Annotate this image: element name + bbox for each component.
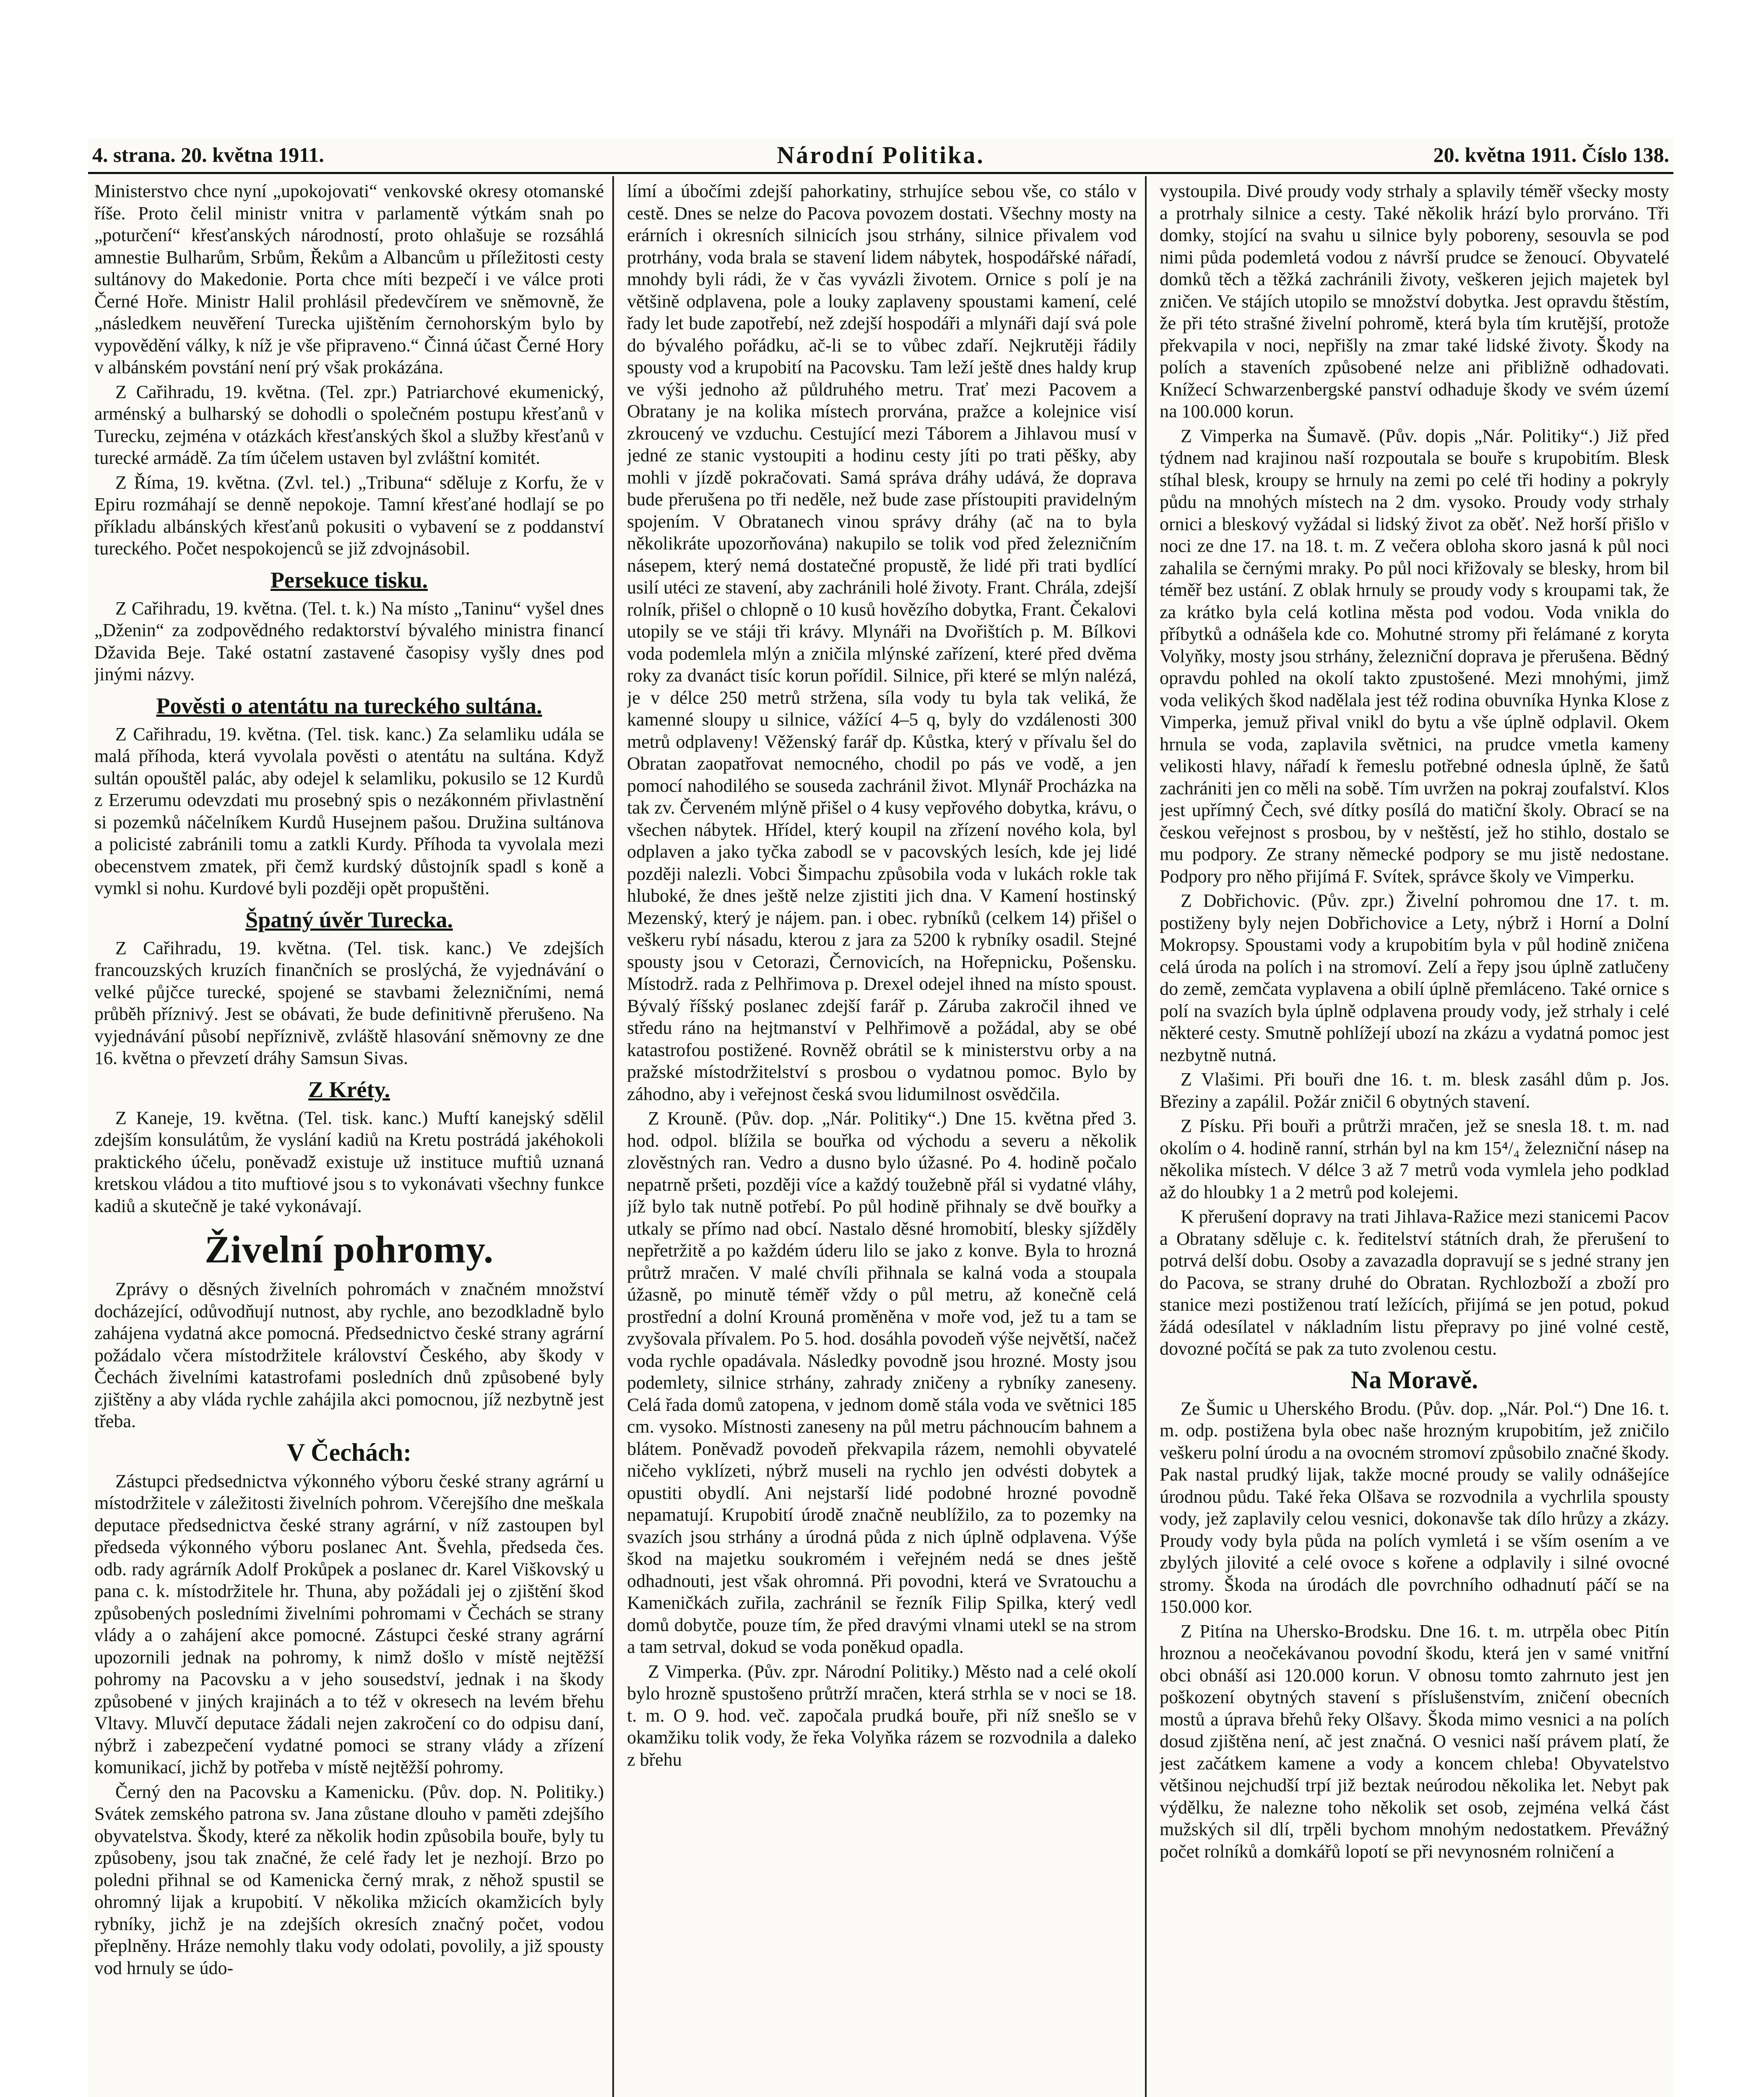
column-2: [627, 180, 1137, 2097]
article-paragraph: Zástupci předsednictva výkonného výboru české strany agrární u místodržitele v záležitosti živelních pohrom. Včerejšího dne meškala deputace předsednictva české strany agrární, v níž zastoupen byl předseda výkonného výboru poslanec Ant. Švehla, předseda čes. odb. rady agrárník Adolf Prokůpek a poslanec dr. Karel Viškovský u pana c. k. místodržitele hr. Thuna, aby požádali jej o zjištění škod způsobených posledními živelními pohromami v Čechách se strany vlády a o zahájení akce pomocné. Zástupci české strany agrární upozornili jednak na pohromy, k nimž došlo v místě nejtěžší pohromy na Pacovsku a v jeho sousedství, jednak i na škody způsobené v jiných krajinách a to též v okresech na levém břehu Vltavy. Mluvčí deputace žádali nejen zakročení co do odpisu daní, nýbrž i zabezpečení vydatné pomoci se strany vlády a zřízení komunikací, jichž by potřeba v místě nejtěžší pohromy.: [94, 1470, 604, 1777]
article-paragraph: límí a úbočími zdejší pahorkatiny, strhujíce sebou vše, co stálo v cestě. Dnes se nelze do Pacova povozem dostati. Všechny mosty na erárních i okresních silnicích jsou strhány, silnice přivalem vod protrhány, voda brala se stavení lidem nábytek, hospodářské nářadí, mnohdy byli rádi, že v čas vyvázli životem. Ornice s polí je na většině odplavena, pole a louky zaplaveny spoustami kamení, celé řady let bude zapotřebí, než zdejší hospodáři a mlynáři dají svá pole do bývalého pořádku, ač-li se to vůbec zdaří. Nejkrutěji řádily spousty vod a krupobití na Pacovsku. Tam leží ještě dnes haldy krup ve výši jednoho až půldruhého metru. Trať mezi Pacovem a Obratany je na kolika místech prorvána, pražce a kolejnice visí zkroucený ve vzduchu. Cestující mezi Táborem a Jihlavou musí v jedné ze stanic vystoupiti a hodinu cesty jíti po trati pěšky, aby mohli v jízdě pokračovati. Samá správa dráhy udává, že doprava bude přerušena po tři neděle, než bude zase přístoupiti pravidelným spojením. V Obratanech vinou správy dráhy (ač na to byla několikráte upozorňována) nakupilo se tolik vod před železničním násepem, který nemá dostatečné propustě, že lidé při trati bydlící usilí utéci ze stavení, aby zachránili holé životy. Frant. Chrála, zdejší rolník, přišel o chlopně o 10 kusů hovězího dobytka, Frant. Čekalovi utopily se ve stáji tři krávy. Mlynáři na Dvořištích p. M. Bílkovi voda podemlela mlýn a zničila mlýnské zařízení, které před dvěma roky za dvanáct tisíc korun pořídil. Silnice, při které se mlýn nalézá, je v délce 250 metrů stržena, síla vody tu byla tak veliká, že kamenné sloupy u silnice, vážící 4–5 q, byly do vzdálenosti 300 metrů odplaveny! Věženský farář dp. Kůstka, který v přívalu šel do Obratan zaopatřovat nemocného, chodil po pás ve vodě, a jen pomocí nahodilého se souseda zachránil život. Mlynář Procházka na tak zv. Červeném mlýně přišel o 4 kusy vepřového dobytka, krávu, o všechen nábytek. Hřídel, který koupil na zřízení nového kola, byl odplaven a jako tyčka zabodl se v pacovských lesích, kde jej lidé později nalezli. Vobci Šimpachu způsobila voda v lukách rokle tak hluboké, že dnes ještě nelze zjistiti jich dna. V Kamení hostinský Mezenský, který je nájem. pan. i obec. rybníků (celkem 14) přišel o veškeru rybí násadu, kterou z jara za 5200 k rybníky osadil. Stejné spousty jsou v Cetorazi, Černovicích, na Hořepnicku, Pošensku. Místodrž. rada z Pelhřimova p. Drexel odejel ihned na místo spoust. Bývalý říšský poslanec zdejší farář p. Záruba zakročil ihned ve středu ráno na hejtmanství v Pelhřimově a požádal, aby se obé katastrofou postižené. Rovněž obrátil se k ministerstvu orby a na pražské místodržitelství s prosbou o vydatnou pomoc. Bylo by záhodno, aby i veřejnost česká svou lidumilnost osvědčila.: [627, 181, 1137, 1104]
article-paragraph: Z Krouně. (Pův. dop. „Nár. Politiky“.) Dne 15. května před 3. hod. odpol. blížila se bouřka od východu a severu a několik zlověstných ran. Vedro a dusno bylo úžasné. Po 4. hodině počalo nepatrně pršeti, později více a každý toužebně přál si vydatné vláhy, jíž bylo tak nutně potřebí. Po půl hodině přihnaly se dvě bouřky a utkaly se přímo nad obcí. Nastalo děsné hromobití, blesky sjížděly nepřetržitě a po každém úderu lilo se jako z konve. Byla to hrozná průtrž mračen. V malé chvíli přihnala se kalná voda a stoupala úžasně, po minutě téměř vždy o půl metru, až konečně celá prostřední a dolní Krouná proměněna v moře vod, jež tu a tam se zvyšovala přívalem. Po 5. hod. dosáhla povodeň výše největší, načež voda rychle opadávala. Následky povodně jsou hrozné. Mosty jsou podemlety, silnice strhány, zahrady zničeny a rybníky zaneseny. Celá řada domů zatopena, v jednom domě stála voda ve světnici 185 cm. vysoko. Místnosti zaneseny na půl metru páchnoucím bahnem a blátem. Poněvadž povodeň překvapila rázem, nemohli obyvatelé ničeho vyklízeti, nýbrž museli na rychlo jen odvésti dobytek a opustiti obydlí. Ani nejstarší lidé podobné hrozné povodně nepamatují. Krupobití úrodě značně neublížilo, za to pozemky na svazích jsou strhány a úrodná půda z nich úplně odplavena. Výše škod na majetku soukromém i veřejném nedá se dnes ještě odhadnouti, jest však ohromná. Při povodni, která ve Svratouchu a Kameničkách zuřila, zachránil se řezník Filip Spilka, který vedl domů dobytče, pouze tím, že před dravými vlnami utekl se na strom a tam setrval, dokud se voda poněkud opadla.: [627, 1108, 1137, 1657]
article-paragraph: Z Pitína na Uhersko-Brodsku. Dne 16. t. m. utrpěla obec Pitín hroznou a neočekávanou povodní škodu, která jen v samé vnitřní obci obnáší asi 120.000 korun. V obnosu tomto zahrnuto jest jen poškození obytných stavení s příslušenstvím, zničení obecních mostů a úprava břehů řeky Olšavy. Škoda mimo vesnici a na polích dosud zjištěna není, ač jest značná. O vesnici naší právem platí, že jest začátkem kamene a vody a koncem chleba! Obyvatelstvo většinou nejchudší trpí již beztak neúrodou několika let. Nebyt pak výdělku, že nalezne toho několik set osob, zejména velká část mužských sil dlí, trpěli bychom mnohým nedostatkem. Převážný počet rolníků a domkářů lopotí se při nevynosném rolničení a: [1160, 1621, 1669, 1862]
article-paragraph: Z Vimperka na Šumavě. (Pův. dopis „Nár. Politiky“.) Již před týdnem nad krajinou naší rozpoutala se bouře s krupobitím. Blesk stíhal blesk, kroupy se hrnuly na zemi po celé tři hodiny a pokryly půdu na mnohých místech na 2 dm. vysoko. Proudy vody strhaly ornici a bleskový vyžádal si lidský život za oběť. Než horší přišlo v noci ze dne 17. na 18. t. m. Z večera obloha skoro jasná k půl noci zahalila se černými mraky. Po půl noci křižovaly se blesky, hrom bil téměř bez ustání. Z oblak hrnuly se proudy vody s kroupami tak, že za krátko byla celá kotlina města pod vodou. Voda vnikla do příbytků a odnášela kde co. Mohutné stromy při řelámané z koryta Volyňky, mosty jsou strhány, železniční doprava je přerušena. Bědný opravdu pohled na okolí takto zpustošené. Mezi mnohými, jimž voda velikých škod nadělala jest též rodina obuvníka Hynka Klose z Vimperka, jemuž přival vnikl do bytu a vše úplně odplavil. Okem hrnula se voda, zaplavila světnici, na prudce vmetla kameny velikosti hlavy, nářadí k řemeslu potřebné odnesla úplně, že šatů zachrániti jen co měli na sobě. Tím uvržen na pokraj zoufalství. Klos jest upřímný Čech, své dítky posílá do matiční školy. Obrací se na českou veřejnost s prosbou, by v neštěstí, jež ho stihlo, dostalo se mu podpory. Ze strany německé podpory se mu jistě nedostane. Podpory pro něho přijímá F. Svítek, správce školy ve Vimperku.: [1160, 425, 1669, 887]
section-heading: Pověsti o atentátu na tureckého sultána.: [156, 693, 542, 718]
article-paragraph: Černý den na Pacovsku a Kamenicku. (Pův. dop. N. Politiky.) Svátek zemského patrona sv. Jana zůstane dlouho v paměti zdejšího obyvatelstva. Škody, které za několik hodin způsobila bouře, byly tu způsobeny, jsou tak značné, že celé řady let je nezhojí. Brzo po poledni přihnal se od Kamenicka černý mrak, z něhož spustil se ohromný lijak a krupobití. V několika mžicích okamžicích byly rybníky, jichž je na zdejších okresích značný počet, vodou přeplněny. Hráze nemohly tlaku vody odolati, povolily, a již spousty vod hrnuly se údo-: [94, 1781, 604, 1978]
article-paragraph: K přerušení dopravy na trati Jihlava-Ražice mezi stanicemi Pacov a Obratany sděluje c. k. ředitelství státních drah, že přerušení to potrvá delší dobu. Osoby a zavazadla dopravují se s jedné strany jen do Pacova, se strany druhé do Obratan. Rychlozboží a zboží pro stanice mezi postiženou tratí ležících, přijímá se jen potud, pokud žádá odesílatel v nákladním listu přepravy po jiné volné cestě, dovozné počítá se pak za tuto zvolenou cestu.: [1160, 1206, 1669, 1359]
article-paragraph: Z Cařihradu, 19. května. (Tel. tisk. kanc.) Za selamliku udála se malá příhoda, která vyvolala pověsti o atentátu na sultána. Když sultán opouštěl palác, aby odejel k selamliku, pokusilo se 12 Kurdů z Erzerumu odevzdati mu prosebný spis o nezákonném přivlastnění si pozemků náčelníkem Kurdů Husejnem pašou. Družina sultánova a policisté zabránili tomu a zatkli Kurdy. Příhoda ta vyvolala mezi obecenstvem zmatek, při čemž kurdský důstojník spadl s koně a vymkl si nohu. Kurdové byli později opět propuštěni.: [94, 723, 604, 898]
article-paragraph: Z Kaneje, 19. května. (Tel. tisk. kanc.) Muftí kanejský sdělil zdejším konsulátům, že vyslání kadiů na Kretu postrádá jakéhokoli praktického účelu, poněvadž existuje už instituce muftiů uznaná kretskou vládou a tito muftiové jsou s to vykonávati všechny funkce kadiů a skutečně je také vykonávají.: [94, 1107, 604, 1216]
article-paragraph: Z Vimperka. (Pův. zpr. Národní Politiky.) Město nad a celé okolí bylo hrozně spustošeno průtrží mračen, která strhla se v noci se 18. t. m. O 9. hod. več. započala prudká bouře, při níž snešlo se v okamžiku tolik vody, že řeka Volyňka rázem se rozvodnila a daleko z břehu: [627, 1661, 1137, 1770]
article-paragraph: Ministerstvo chce nyní „upokojovati“ venkovské okresy otomanské říše. Proto čelil ministr vnitra v parlamentě výtkám snah po „poturčení“ křesťanských národností, proto ohlašuje se rozsáhlá amnestie Bulharům, Srbům, Řekům a Albancům u příležitosti cesty sultánovy do Makedonie. Porta chce míti bezpečí i ve válce proti Černé Hoře. Ministr Halil prohlásil předevčírem ve sněmovně, že „následkem neuvěření Turecka ujištěním černohorským bylo by vypovědění války, k níž je vše připraveno.“ Činná účast Černé Hory v albánském povstání není prý však prokázána.: [94, 181, 604, 377]
region-heading: Na Moravě.: [1350, 1366, 1478, 1394]
column-1: [94, 180, 604, 2097]
newspaper-page: [88, 138, 1673, 2097]
article-paragraph: Z Cařihradu, 19. května. (Tel. zpr.) Patriarchové ekumenický, arménský a bulharský se dohodli o společném postupu křesťanů v Turecku, zejména v otázkách křesťanských škol a služby křesťanů v turecké armádě. Za tím účelem ustaven byl zvláštní komitét.: [94, 381, 604, 468]
masthead: [88, 138, 1673, 174]
column-divider: [612, 176, 614, 2097]
page-date-number-right: 20. května 1911. Číslo 138.: [1433, 143, 1669, 167]
region-heading: V Čechách:: [286, 1438, 412, 1466]
article-paragraph: vystoupila. Divé proudy vody strhaly a splavily téměř všecky mosty a protrhaly silnice a cesty. Také několik hrází bylo prorváno. Tři domky, stojící na svahu u silnice byly poboreny, sesouvla se pod nimi půda podemletá vodou z návrší prudce se ženoucí. Obyvatelé domků těch a těžká zachránili životy, veškeren jejich majetek byl zničen. Ve stájích utopilo se množství dobytka. Jest opravdu štěstím, že při této strašné živelní pohromě, která byla tím krutější, protože překvapila v noci, nepřišly na zmar také lidské životy. Škody na polích a staveních způsobené nelze ani přibližně odhadovati. Knížecí Schwarzenbergské panství odhaduje škody ve svém území na 100.000 korun.: [1160, 181, 1669, 421]
section-heading: Z Kréty.: [308, 1077, 390, 1102]
article-paragraph: Z Cařihradu, 19. května. (Tel. tisk. kanc.) Ve zdejších francouzských kruzích finančních se proslýchá, že vyjednávání o velké půjčce turecké, spojené se stavbami železničními, nemá průběh příznivý. Jest se obávati, že bude definitivně přerušeno. Na vyjednávání působí nepříznivě, zvláště hlasování sněmovny ze dne 16. května o převzetí dráhy Samsun Sivas.: [94, 937, 604, 1068]
page-date-left: 4. strana. 20. května 1911.: [92, 143, 324, 167]
newspaper-title: Národní Politika.: [777, 141, 985, 169]
section-heading: Persekuce tisku.: [271, 567, 428, 593]
article-paragraph: Z Dobřichovic. (Pův. zpr.) Živelní pohromou dne 17. t. m. postiženy byly nejen Dobřichovice a Lety, nýbrž i Horní a Dolní Mokropsy. Spoustami vody a krupobitím byla v půl hodině zničena celá úroda na polích i na stromoví. Zelí a řepy jsou úplně zatlučeny do země, zemčata vyplavena a obilí úplně přemláceno. Také ornice s polí na svazích byla úplně odplavena proudy vody, jež strhaly i celé některé cesty. Smutně pohlížejí ubozí na zkázu a vydatná pomoc jest nezbytně nutná.: [1160, 890, 1669, 1065]
column-divider: [1145, 176, 1147, 2097]
article-paragraph: Z Říma, 19. května. (Zvl. tel.) „Tribuna“ sděluje z Korfu, že v Epiru rozmáhají se denně nepokoje. Tamní křesťané hodlají se po příkladu albánských křesťanů pokusiti o vybavení se z poddanství tureckého. Počet nespokojenců se již zdvojnásobil.: [94, 472, 604, 559]
article-paragraph: Ze Šumic u Uherského Brodu. (Pův. dop. „Nár. Pol.“) Dne 16. t. m. odp. postižena byla obec naše hrozným krupobitím, jež zničilo veškeru polní úrodu a na ovocném stromoví způsobilo značné škody. Pak nastal prudký lijak, takže mocné proudy se valily odnášejíce úrodnou půdu. Také řeka Olšava se rozvodnila a vychrlila spousty vody, jež zaplavily celou vesnici, dokonavše tak dílo hrůzy a zkázy. Proudy vody byla půda na polích vymletá i se vším osením a ve zbylých jilovité a celé ovoce s kořene a odplavily i silné ovocné stromy. Škoda na úrodách dle povrchního odhadnutí páčí se na 150.000 kor.: [1160, 1398, 1669, 1617]
article-paragraph: Z Vlašimi. Při bouři dne 16. t. m. blesk zasáhl dům p. Jos. Březiny a zapálil. Požár zničil 6 obytných stavení.: [1160, 1069, 1669, 1112]
article-paragraph: Zprávy o děsných živelních pohromách v značném množství docházející, odůvodňují nutnost, aby rychle, ano bezodkladně bylo zahájena vydatná akce pomocná. Předsednictvo české strany agrární požádalo včera místodržitele království Českého, aby škody v Čechách živelními katastrofami posledních dnů způsobené byly zjištěny a aby vláda rychle zahájila akci pomocnou, jíž nezbytně jest třeba.: [94, 1279, 604, 1431]
article-paragraph: Z Cařihradu, 19. května. (Tel. t. k.) Na místo „Taninu“ vyšel dnes „Dženin“ za zodpovědného redaktorství bývalého ministra financí Džavida Beje. Také ostatní zastavené časopisy vyšly dnes pod jinými názvy.: [94, 598, 604, 684]
main-headline: Živelní pohromy.: [204, 1228, 494, 1271]
section-heading: Špatný úvěr Turecka.: [245, 907, 453, 932]
article-paragraph: Z Písku. Při bouři a průtrži mračen, jež se snesla 18. t. m. nad okolím o 4. hodině ranní, strhán byl na km 15⁴/₄ železniční násep na několika místech. V délce 3 až 7 metrů voda vymlela jeho podklad až do hloubky 1 a 2 metrů pod kolejemi.: [1160, 1116, 1669, 1202]
column-3: [1160, 180, 1669, 2097]
